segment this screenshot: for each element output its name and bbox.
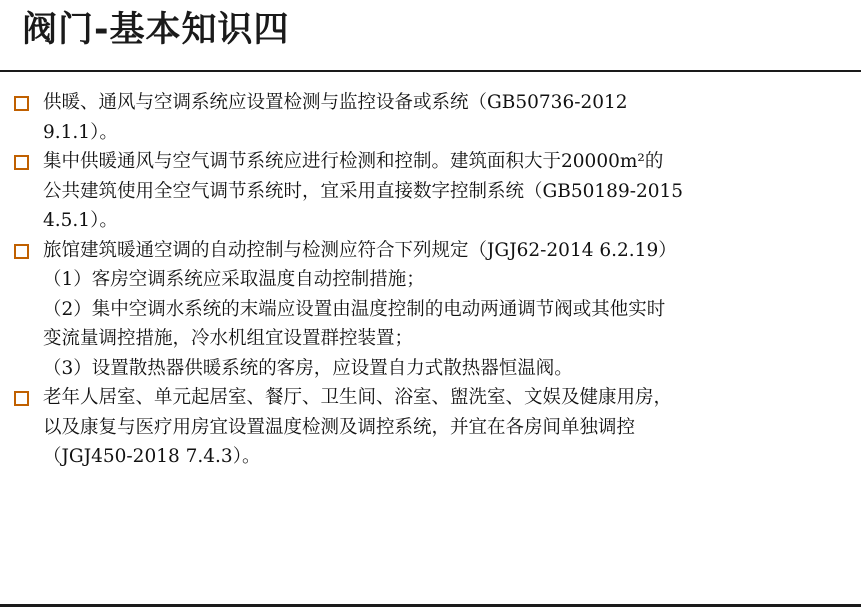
list-item-text: 老年人居室、单元起居室、餐厅、卫生间、浴室、盥洗室、文娱及健康用房， xyxy=(43,387,673,408)
list-item-continuation xyxy=(14,354,858,384)
checkbox-bullet-icon xyxy=(14,96,29,111)
list-item-continuation xyxy=(14,295,858,325)
list-item-text: 变流量调控措施，冷水机组宜设置群控装置； xyxy=(43,328,414,349)
list-item xyxy=(14,147,858,177)
list-item-continuation xyxy=(14,177,858,207)
list-item-text: 以及康复与医疗用房宜设置温度检测及调控系统，并宜在各房间单独调控 xyxy=(43,416,636,438)
list-item-continuation xyxy=(14,324,858,354)
list-item-text: （1）客房空调系统应采取温度自动控制措施； xyxy=(43,269,425,290)
list-item-continuation xyxy=(14,118,858,148)
list-item-text: 旅馆建筑暖通空调的自动控制与检测应符合下列规定（JGJ62-2014 6.2.19） xyxy=(43,239,677,261)
list-item-text: 公共建筑使用全空气调节系统时，宜采用直接数字控制系统（GB50189-2015 xyxy=(43,180,684,202)
footer-divider xyxy=(0,604,861,607)
title-divider xyxy=(0,70,861,72)
list-item-text: （JGJ450-2018 7.4.3）。 xyxy=(43,446,261,467)
list-item-text: （3）设置散热器供暖系统的客房，应设置自力式散热器恒温阀。 xyxy=(43,357,573,379)
list-item-text: 集中供暖通风与空气调节系统应进行检测和控制。建筑面积大于20000m²的 xyxy=(43,151,664,172)
list-item xyxy=(14,383,858,413)
list-item-continuation xyxy=(14,442,858,472)
checkbox-bullet-icon xyxy=(14,244,29,259)
list-item-text: 供暖、通风与空调系统应设置检测与监控设备或系统（GB50736-2012 xyxy=(43,92,628,113)
checkbox-bullet-icon xyxy=(14,155,29,170)
list-item-continuation xyxy=(14,206,858,236)
page-title: 阀门-基本知识四 xyxy=(22,10,290,50)
list-item-continuation xyxy=(14,265,858,295)
list-item xyxy=(14,236,858,266)
list-item xyxy=(14,88,858,118)
list-item-continuation xyxy=(14,413,858,443)
list-item-text: （2）集中空调水系统的末端应设置由温度控制的电动两通调节阀或其他实时 xyxy=(43,298,666,320)
checkbox-bullet-icon xyxy=(14,391,29,406)
bullet-list xyxy=(14,88,858,472)
list-item-text: 4.5.1）。 xyxy=(43,210,118,231)
list-item-text: 9.1.1）。 xyxy=(43,121,118,143)
